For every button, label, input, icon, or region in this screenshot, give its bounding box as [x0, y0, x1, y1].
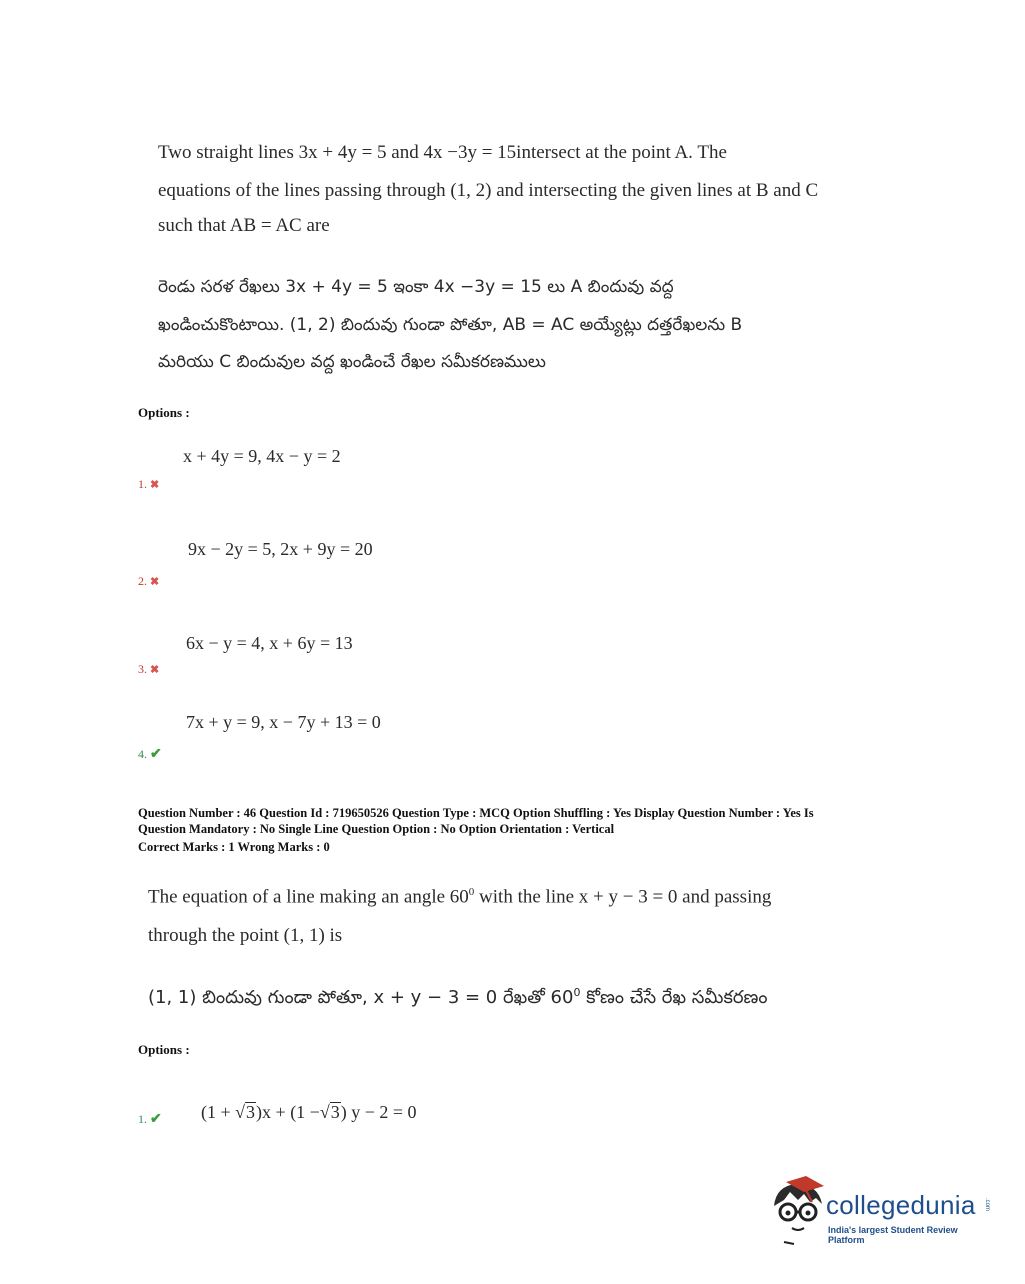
q45-option-3-number: [138, 662, 159, 677]
q45-option-1-number: [138, 477, 159, 492]
q46-text-line-1: [148, 886, 771, 908]
q45-option-3-text[interactable]: 6x − y = 4, x + 6y = 13: [186, 633, 353, 653]
formula-part-3: ) y − 2 = 0: [340, 1102, 417, 1122]
option-number-label: 1.: [138, 477, 147, 491]
option-number-label: 3.: [138, 662, 147, 676]
q46-text-line-2: through the point (1, 1) is: [148, 925, 343, 946]
brand-tagline: India's largest Student Review Platform: [828, 1225, 958, 1245]
q46-telugu-part-b: కోణం చేసే రేఖ సమీకరణం: [580, 987, 768, 1008]
q45-text-line-3: such that AB = AC are: [158, 215, 330, 236]
q45-option-2-text[interactable]: 9x − 2y = 5, 2x + 9y = 20: [188, 539, 373, 559]
wrong-mark-icon: ✖: [150, 479, 160, 491]
sqrt-symbol: √: [319, 1102, 330, 1122]
q46-option-1-number: [138, 1111, 162, 1128]
degree-superscript: 0: [573, 986, 581, 999]
sqrt-radicand: 3: [330, 1102, 340, 1122]
mascot-logo-icon: [766, 1176, 828, 1246]
q45-telugu-line-1: రెండు సరళ రేఖలు 3x + 4y = 5 ఇంకా 4x −3y = 15 లు A బిందువు వద్ద: [158, 277, 674, 297]
option-number-label: 2.: [138, 574, 147, 588]
option-number-label: 1.: [138, 1112, 147, 1126]
option-number-label: 4.: [138, 747, 147, 761]
q45-option-4-number: [138, 746, 162, 763]
q45-text-line-2: equations of the lines passing through (1, 2) and intersecting the given lines at B and C: [158, 180, 819, 201]
formula-part-1: (1 +: [201, 1102, 236, 1122]
wrong-mark-icon: ✖: [150, 664, 160, 676]
q45-text-line-1: Two straight lines 3x + 4y = 5 and 4x −3y = 15intersect at the point A. The: [158, 142, 727, 163]
q46-meta-line-3: Correct Marks : 1 Wrong Marks : 0: [138, 840, 330, 854]
formula-part-2: )x + (1 −: [256, 1102, 320, 1122]
q46-telugu-part-a: (1, 1) బిందువు గుండా పోతూ, x + y − 3 = 0 రేఖతో 60: [148, 987, 574, 1008]
q45-option-4-text[interactable]: 7x + y = 9, x − 7y + 13 = 0: [186, 712, 381, 732]
brand-name: collegedunia: [826, 1190, 976, 1220]
sqrt-radicand: 3: [246, 1102, 256, 1122]
correct-check-icon: ✔: [150, 1112, 162, 1127]
q45-options-label: Options :: [138, 405, 190, 420]
correct-check-icon: ✔: [150, 747, 162, 762]
collegedunia-watermark: [766, 1176, 996, 1246]
q46-text-part-b: with the line x + y − 3 = 0 and passing: [474, 886, 772, 908]
q45-option-1-text[interactable]: x + 4y = 9, 4x − y = 2: [183, 446, 341, 466]
brand-domain: .com: [984, 1198, 990, 1212]
q46-meta-line-1: Question Number : 46 Question Id : 719650526 Question Type : MCQ Option Shuffling : Yes Display Question Number : Yes Is: [138, 806, 814, 820]
q46-telugu-line-1: [148, 986, 768, 1012]
q46-meta-line-2: Question Mandatory : No Single Line Question Option : No Option Orientation : Vertical: [138, 822, 615, 836]
q46-option-1-text[interactable]: [192, 1081, 417, 1123]
wrong-mark-icon: ✖: [150, 576, 160, 588]
q45-telugu-line-2: ఖండించుకొంటాయి. (1, 2) బిందువు గుండా పోతూ, AB = AC అయ్యేట్లు దత్తరేఖలను B: [158, 315, 743, 335]
sqrt-symbol: √: [235, 1102, 246, 1122]
q45-option-2-number: [138, 574, 159, 589]
q46-text-part-a: The equation of a line making an angle 60: [148, 886, 469, 908]
q45-telugu-line-3: మరియు C బిందువుల వద్ద ఖండించే రేఖల సమీకరణములు: [158, 352, 546, 372]
q46-options-label: Options :: [138, 1042, 190, 1057]
degree-superscript: 0: [468, 886, 475, 898]
